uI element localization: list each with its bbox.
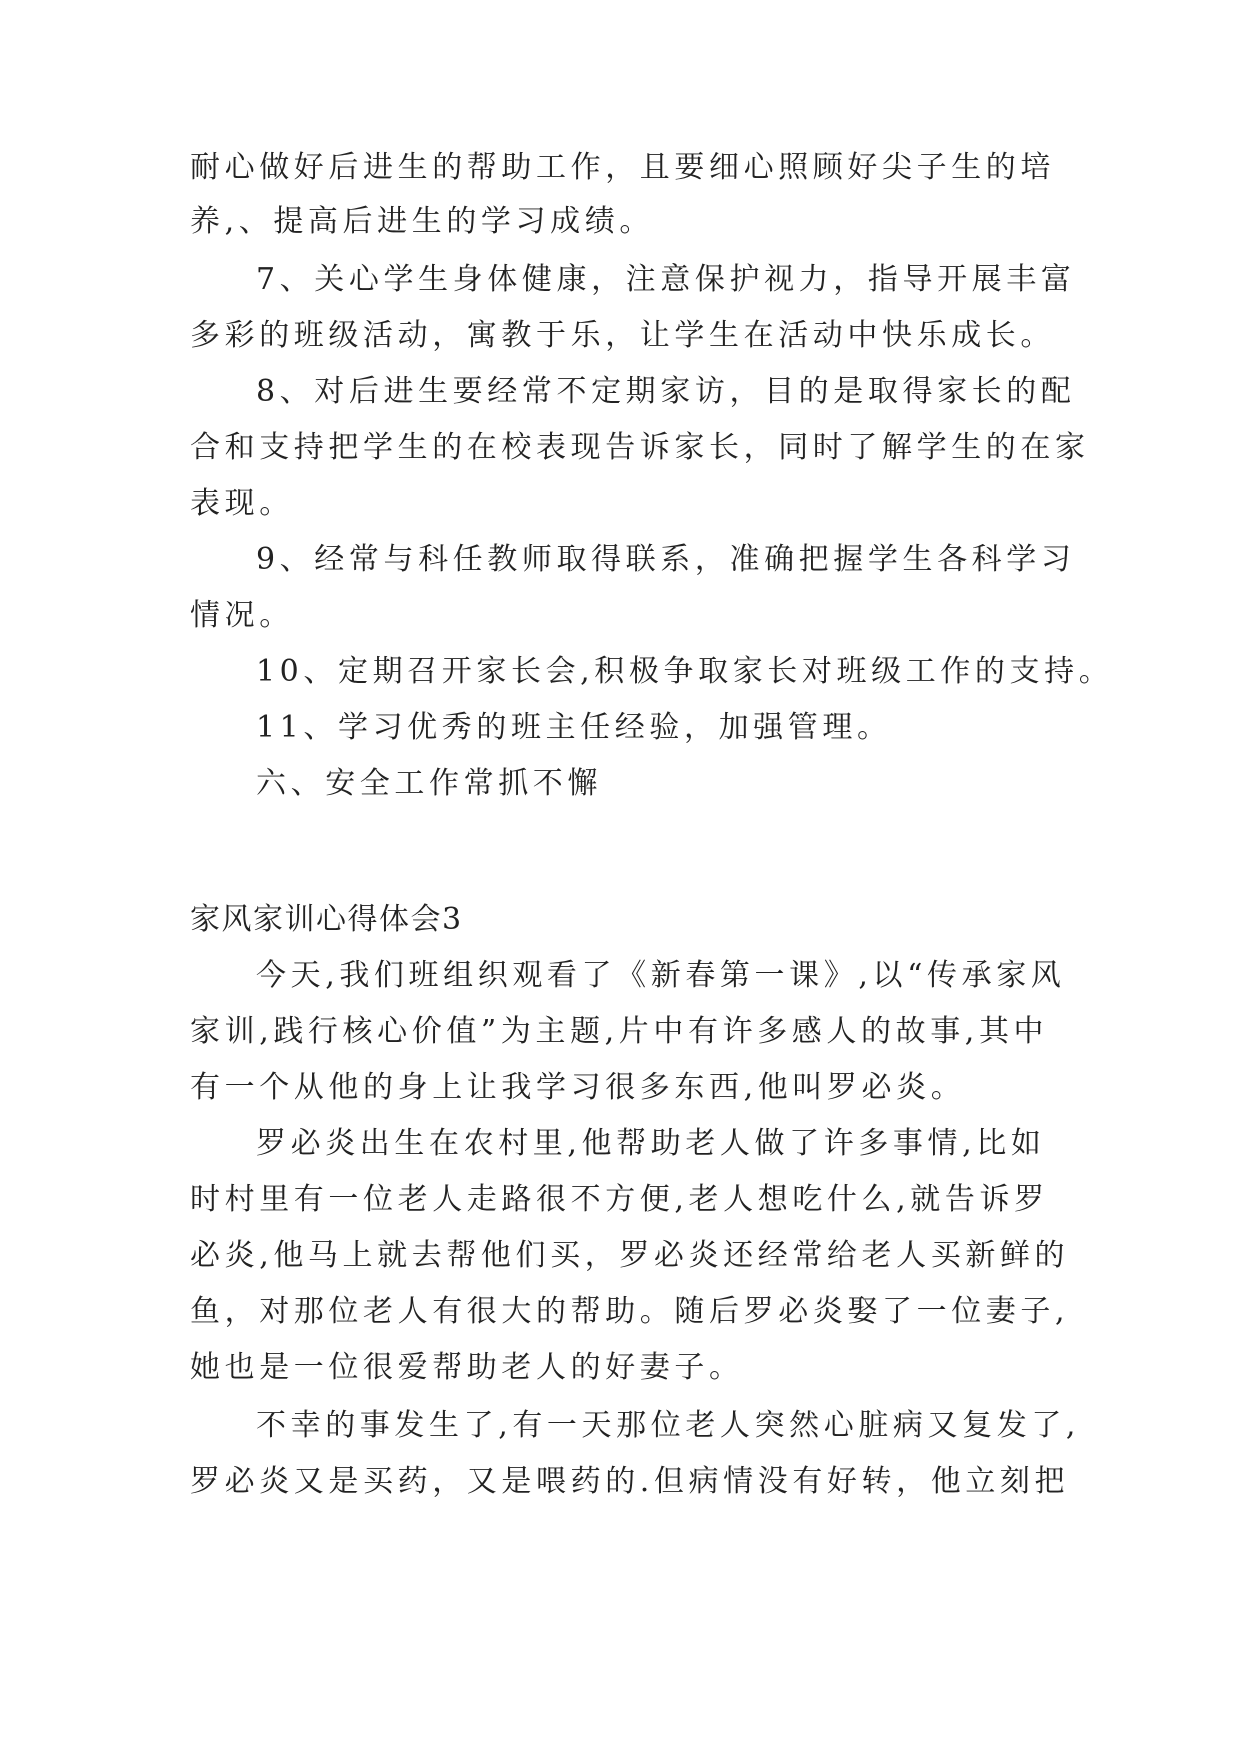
text-line: 表现。 [190, 486, 294, 521]
text-line: 8、对后进生要经常不定期家访，目的是取得家长的配 [256, 374, 1076, 409]
text-line: 11、学习优秀的班主任经验，加强管理。 [256, 710, 892, 745]
text-line: 养,、提高后进生的学习成绩。 [190, 204, 654, 239]
text-line: 9、经常与科任教师取得联系，准确把握学生各科学习 [256, 542, 1076, 577]
text-line: 时村里有一位老人走路很不方便,老人想吃什么,就告诉罗 [190, 1182, 1049, 1217]
text-line: 有一个从他的身上让我学习很多东西,他叫罗必炎。 [190, 1070, 966, 1105]
article-title: 家风家训心得体会3 [190, 902, 463, 937]
text-line: 情况。 [190, 598, 294, 633]
text-line: 家训,践行核心价值”为主题,片中有许多感人的故事,其中 [190, 1014, 1049, 1049]
section-heading: 六、安全工作常抓不懈 [256, 766, 602, 801]
text-line: 不幸的事发生了,有一天那位老人突然心脏病又复发了, [256, 1408, 1081, 1443]
text-line: 耐心做好后进生的帮助工作，且要细心照顾好尖子生的培 [190, 150, 1055, 185]
text-line: 今天,我们班组织观看了《新春第一课》,以“传承家风 [256, 958, 1066, 993]
text-line: 必炎,他马上就去帮他们买，罗必炎还经常给老人买新鲜的 [190, 1238, 1070, 1273]
text-line: 7、关心学生身体健康，注意保护视力，指导开展丰富 [256, 262, 1076, 297]
text-line: 10、定期召开家长会,积极争取家长对班级工作的支持。 [256, 654, 1114, 689]
text-line: 多彩的班级活动，寓教于乐，让学生在活动中快乐成长。 [190, 318, 1055, 353]
text-line: 鱼，对那位老人有很大的帮助。随后罗必炎娶了一位妻子, [190, 1294, 1070, 1329]
text-line: 罗必炎又是买药，又是喂药的.但病情没有好转，他立刻把 [190, 1464, 1070, 1499]
text-line: 合和支持把学生的在校表现告诉家长，同时了解学生的在家 [190, 430, 1090, 465]
text-line: 她也是一位很爱帮助老人的好妻子。 [190, 1350, 744, 1385]
text-line: 罗必炎出生在农村里,他帮助老人做了许多事情,比如 [256, 1126, 1046, 1161]
